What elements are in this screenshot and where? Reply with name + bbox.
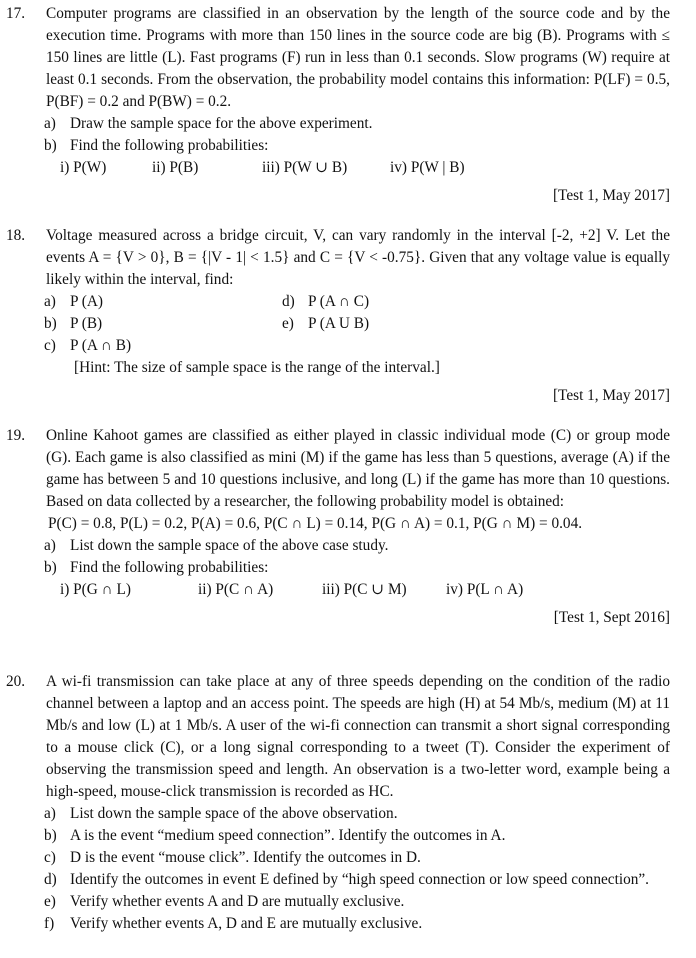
probability-item: i) P(G ∩ L) — [60, 581, 131, 598]
part-label: d) — [282, 293, 295, 310]
probability-item: i) P(W) — [60, 159, 107, 176]
question-text: A wi-fi transmission can take place at any of three speeds depending on the condition of the radio channel between a laptop and an access point. The speeds are high (H) at 54 Mb/s, medium (M) at 11 Mb/s and low (L) at 1 Mb/s. A user of the wi-fi connection can transmit a short signal corresponding to a mouse click (C), or a long signal corresponding to a tweet (T). Consider the experiment of observing the transmission speed and length. An observation is a two-letter word, example being a high-speed, mouse-click transmission is recorded as HC. — [46, 673, 670, 800]
part-label: a) — [44, 805, 56, 822]
part-text: Draw the sample space for the above experiment. — [70, 115, 373, 132]
probability-list — [46, 579, 670, 601]
probability-item: iii) P(C ∪ M) — [322, 581, 407, 598]
part-d — [44, 869, 670, 891]
part-f — [44, 913, 670, 935]
part-text: D is the event “mouse click”. Identify the outcomes in D. — [70, 849, 421, 866]
probability-item: iv) P(L ∩ A) — [446, 581, 524, 598]
question-text: Computer programs are classified in an observation by the length of the source code and by the execution time. Programs with more than 150 lines in the source code are big (B). Programs with ≤ 150 lines are little (L). Fast programs (F) run in less than 0.1 seconds. Slow programs (W) require at least 0.1 seconds. From the observation, the probability model contains this information: P(LF) = 0.5, P(BF) = 0.2 and P(BW) = 0.2. — [46, 5, 670, 110]
probability-item: iv) P(W | B) — [390, 159, 465, 176]
part-text: P (A) — [70, 293, 103, 310]
question-number: 20. — [6, 673, 26, 690]
part-a — [44, 803, 670, 825]
part-label: d) — [44, 871, 57, 888]
probability-list — [46, 157, 670, 179]
part-label: e) — [282, 315, 294, 332]
part-d — [282, 291, 522, 313]
parts-grid — [44, 291, 670, 357]
probability-item: iii) P(W ∪ B) — [262, 159, 348, 176]
question-20 — [0, 671, 696, 935]
question-17 — [0, 3, 696, 207]
source-citation: [Test 1, May 2017] — [552, 387, 670, 404]
question-number: 19. — [6, 427, 26, 444]
part-text: Verify whether events A and D are mutually exclusive. — [70, 893, 405, 910]
part-b — [44, 135, 670, 157]
part-label: b) — [44, 137, 57, 154]
probability-item: ii) P(B) — [152, 159, 199, 176]
probability-item: ii) P(C ∩ A) — [198, 581, 274, 598]
part-text: List down the sample space of the above case study. — [70, 537, 389, 554]
part-a — [44, 535, 670, 557]
question-18 — [0, 225, 696, 407]
part-text: Find the following probabilities: — [70, 559, 269, 576]
question-number: 18. — [6, 227, 26, 244]
part-label: c) — [44, 849, 56, 866]
part-b — [44, 825, 670, 847]
part-text: P (A U B) — [308, 315, 370, 332]
part-a — [44, 113, 670, 135]
part-text: P (B) — [70, 315, 103, 332]
part-e — [44, 891, 670, 913]
part-label: a) — [44, 293, 56, 310]
part-text: Find the following probabilities: — [70, 137, 269, 154]
part-c — [44, 847, 670, 869]
question-number: 17. — [6, 5, 26, 22]
hint: [Hint: The size of sample space is the range of the interval.] — [74, 359, 440, 376]
part-text: P (A ∩ C) — [308, 293, 370, 310]
part-label: b) — [44, 559, 57, 576]
part-text: Identify the outcomes in event E defined by “high speed connection or low speed connection”. — [70, 871, 649, 888]
part-b — [44, 557, 670, 579]
part-c — [44, 335, 282, 357]
part-label: f) — [44, 915, 55, 932]
part-b — [44, 313, 282, 335]
question-text: Online Kahoot games are classified as either played in classic individual mode (C) or group mode (G). Each game is also classified as mini (M) if the game has less than 5 questions, average (A) if the game has between 5 and 10 questions inclusive, and long (L) if the game has more than 10 questions. Based on data collected by a researcher, the following probability model is obtained: — [46, 427, 670, 510]
question-text: Voltage measured across a bridge circuit, V, can vary randomly in the interval [-2, +2] V. Let the events A = {V > 0}, B = {|V - 1| < 1.5} and C = {V < -0.75}. Given that any voltage value is equally likely within the interval, find: — [46, 227, 670, 288]
source-citation: [Test 1, Sept 2016] — [553, 609, 670, 626]
part-label: c) — [44, 337, 56, 354]
part-text: Verify whether events A, D and E are mutually exclusive. — [70, 915, 423, 932]
part-a — [44, 291, 282, 313]
part-text: P (A ∩ B) — [70, 337, 132, 354]
part-text: A is the event “medium speed connection”. Identify the outcomes in A. — [70, 827, 506, 844]
part-e — [282, 313, 522, 335]
source-citation: [Test 1, May 2017] — [552, 187, 670, 204]
part-label: a) — [44, 537, 56, 554]
part-text: List down the sample space of the above observation. — [70, 805, 398, 822]
part-label: b) — [44, 315, 57, 332]
probability-model: P(C) = 0.8, P(L) = 0.2, P(A) = 0.6, P(C ∩ L) = 0.14, P(G ∩ A) = 0.1, P(G ∩ M) = 0.04. — [48, 515, 583, 532]
part-label: e) — [44, 893, 56, 910]
part-label: b) — [44, 827, 57, 844]
question-19 — [0, 425, 696, 629]
part-label: a) — [44, 115, 56, 132]
